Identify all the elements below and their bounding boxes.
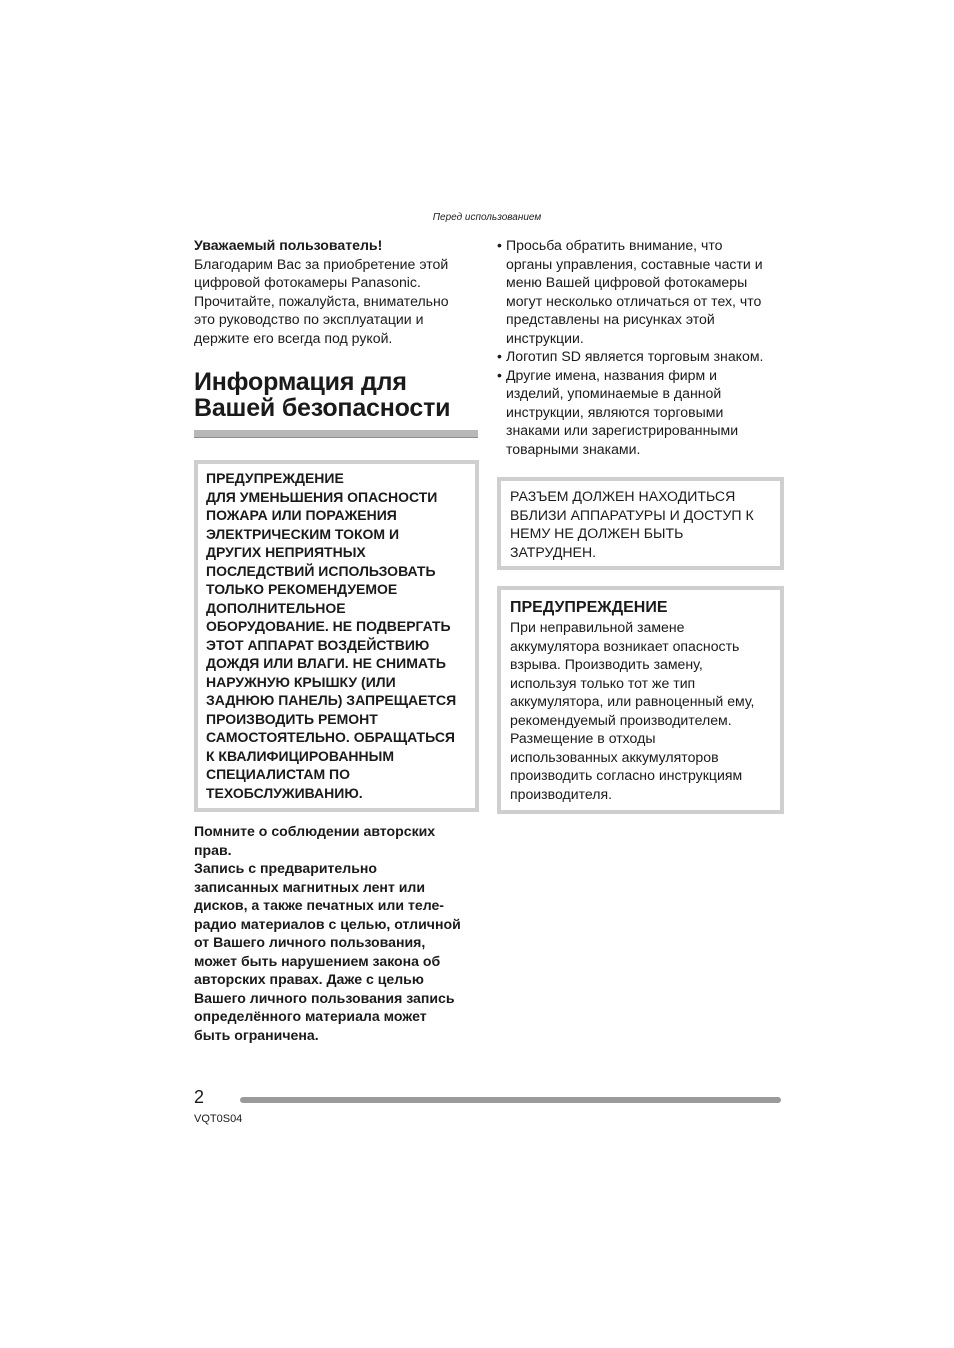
note-line: меню Вашей цифровой фотокамеры <box>506 274 748 290</box>
left-column <box>194 236 478 1044</box>
note-line: изделий, упоминаемые в данной <box>506 385 722 401</box>
copyright-line: записанных магнитных лент или <box>194 878 426 895</box>
note-item <box>497 347 783 366</box>
socket-line: НЕМУ НЕ ДОЛЖЕН БЫТЬ <box>510 525 684 541</box>
note-line: товарными знаками. <box>506 440 641 457</box>
note-line: органы управления, составные части и <box>506 255 763 272</box>
warning-line: ДРУГИХ НЕПРИЯТНЫХ <box>206 544 366 560</box>
footer-divider <box>240 1097 781 1103</box>
battery-warning-line: аккумулятора возникает опасность <box>510 637 740 654</box>
battery-warning-line: используя только тот же тип <box>510 674 696 691</box>
warning-line: НАРУЖНУЮ КРЫШКУ (ИЛИ <box>206 673 396 690</box>
safety-title-line: Вашей безопасности <box>194 394 451 422</box>
bullet-icon: • <box>497 366 502 383</box>
warning-line: ПОЖАРА ИЛИ ПОРАЖЕНИЯ <box>206 507 397 523</box>
copyright-line: быть ограничена. <box>194 1026 319 1043</box>
warning-line: ПРЕДУПРЕЖДЕНИЕ <box>206 470 344 486</box>
copyright-line: от Вашего личного пользования, <box>194 934 426 950</box>
battery-warning-line: аккумулятора, или равноценный ему, <box>510 693 755 709</box>
battery-warning-line: производителя. <box>510 785 613 802</box>
copyright-line: Запись с предварительно <box>194 860 377 876</box>
copyright-line: определённого материала может <box>194 1008 427 1024</box>
battery-warning-line: Размещение в отходы <box>510 730 656 746</box>
note-line: Другие имена, названия фирм и <box>506 366 717 383</box>
warning-line: ПРОИЗВОДИТЬ РЕМОНТ <box>206 710 378 727</box>
warning-line: ЭТОТ АППАРАТ ВОЗДЕЙСТВИЮ <box>206 636 430 653</box>
note-line: инструкции. <box>506 329 584 346</box>
warning-line: САМОСТОЯТЕЛЬНО. ОБРАЩАТЬСЯ <box>206 729 455 745</box>
copyright-line: Помните о соблюдении авторских <box>194 823 436 839</box>
warning-line: ТЕХОБСЛУЖИВАНИЮ. <box>206 784 363 801</box>
intro-line: держите его всегда под рукой. <box>194 329 393 346</box>
title-divider <box>194 430 478 438</box>
battery-warning-line: использованных аккумуляторов <box>510 748 719 765</box>
battery-warning-line: производить согласно инструкциям <box>510 767 743 783</box>
socket-notice-box <box>497 477 784 570</box>
warning-line: ДОПОЛНИТЕЛЬНОЕ <box>206 599 346 616</box>
note-item <box>497 236 783 347</box>
copyright-line: радио материалов с целью, отличной <box>194 915 461 932</box>
document-code: VQT0S04 <box>194 1113 243 1125</box>
copyright-notice <box>194 822 478 1044</box>
note-line: Просьба обратить внимание, что <box>506 237 723 253</box>
bullet-icon: • <box>497 237 502 253</box>
copyright-line: дисков, а также печатных или теле- <box>194 897 444 913</box>
warning-line: СПЕЦИАЛИСТАМ ПО <box>206 766 351 782</box>
note-line: Логотип SD является торговым знаком. <box>506 348 764 364</box>
page-number: 2 <box>194 1087 205 1107</box>
note-line: инструкции, являются торговыми <box>506 403 724 420</box>
note-line: представлены на рисунках этой <box>506 311 715 327</box>
warning-line: ДЛЯ УМЕНЬШЕНИЯ ОПАСНОСТИ <box>206 488 438 505</box>
copyright-line: может быть нарушением закона об <box>194 952 441 969</box>
intro-line: Прочитайте, пожалуйста, внимательно <box>194 292 449 309</box>
notes-list <box>497 236 783 458</box>
note-item <box>497 366 783 459</box>
note-line: могут несколько отличаться от тех, что <box>506 292 762 309</box>
copyright-line: авторских правах. Даже с целью <box>194 971 424 987</box>
battery-warning-line: При неправильной замене <box>510 619 685 635</box>
battery-warning-title: ПРЕДУПРЕЖДЕНИЕ <box>510 599 668 616</box>
intro-line: Благодарим Вас за приобретение этой <box>194 255 449 272</box>
intro-line: это руководство по эксплуатации и <box>194 311 424 327</box>
warning-line: ЭЛЕКТРИЧЕСКИМ ТОКОМ И <box>206 525 400 542</box>
socket-line: ВБЛИЗИ АППАРАТУРЫ И ДОСТУП К <box>510 506 754 523</box>
warning-line: К КВАЛИФИЦИРОВАННЫМ <box>206 747 395 764</box>
intro-block <box>194 236 478 347</box>
battery-warning-line: взрыва. Производить замену, <box>510 656 703 672</box>
copyright-line: Вашего личного пользования запись <box>194 989 455 1006</box>
copyright-line: прав. <box>194 841 232 858</box>
right-column <box>497 236 783 814</box>
warning-line: ТОЛЬКО РЕКОМЕНДУЕМОЕ <box>206 581 398 597</box>
bullet-icon: • <box>497 348 502 364</box>
warning-line: ПОСЛЕДСТВИЙ ИСПОЛЬЗОВАТЬ <box>206 562 436 579</box>
note-line: знаками или зарегистрированными <box>506 422 739 438</box>
section-header: Перед использованием <box>432 212 542 223</box>
battery-warning-line: рекомендуемый производителем. <box>510 711 732 728</box>
safety-title-line: Информация для <box>194 368 407 396</box>
warning-box <box>194 460 479 812</box>
greeting: Уважаемый пользователь! <box>194 237 383 253</box>
warning-line: ДОЖДЯ ИЛИ ВЛАГИ. НЕ СНИМАТЬ <box>206 655 446 671</box>
intro-line: цифровой фотокамеры Panasonic. <box>194 274 421 290</box>
socket-line: ЗАТРУДНЕН. <box>510 543 597 560</box>
warning-line: ЗАДНЮЮ ПАНЕЛЬ) ЗАПРЕЩАЕТСЯ <box>206 692 457 708</box>
socket-line: РАЗЪЕМ ДОЛЖЕН НАХОДИТЬСЯ <box>510 488 736 504</box>
warning-line: ОБОРУДОВАНИЕ. НЕ ПОДВЕРГАТЬ <box>206 618 451 634</box>
battery-warning-box <box>497 586 784 814</box>
safety-title <box>194 369 478 421</box>
